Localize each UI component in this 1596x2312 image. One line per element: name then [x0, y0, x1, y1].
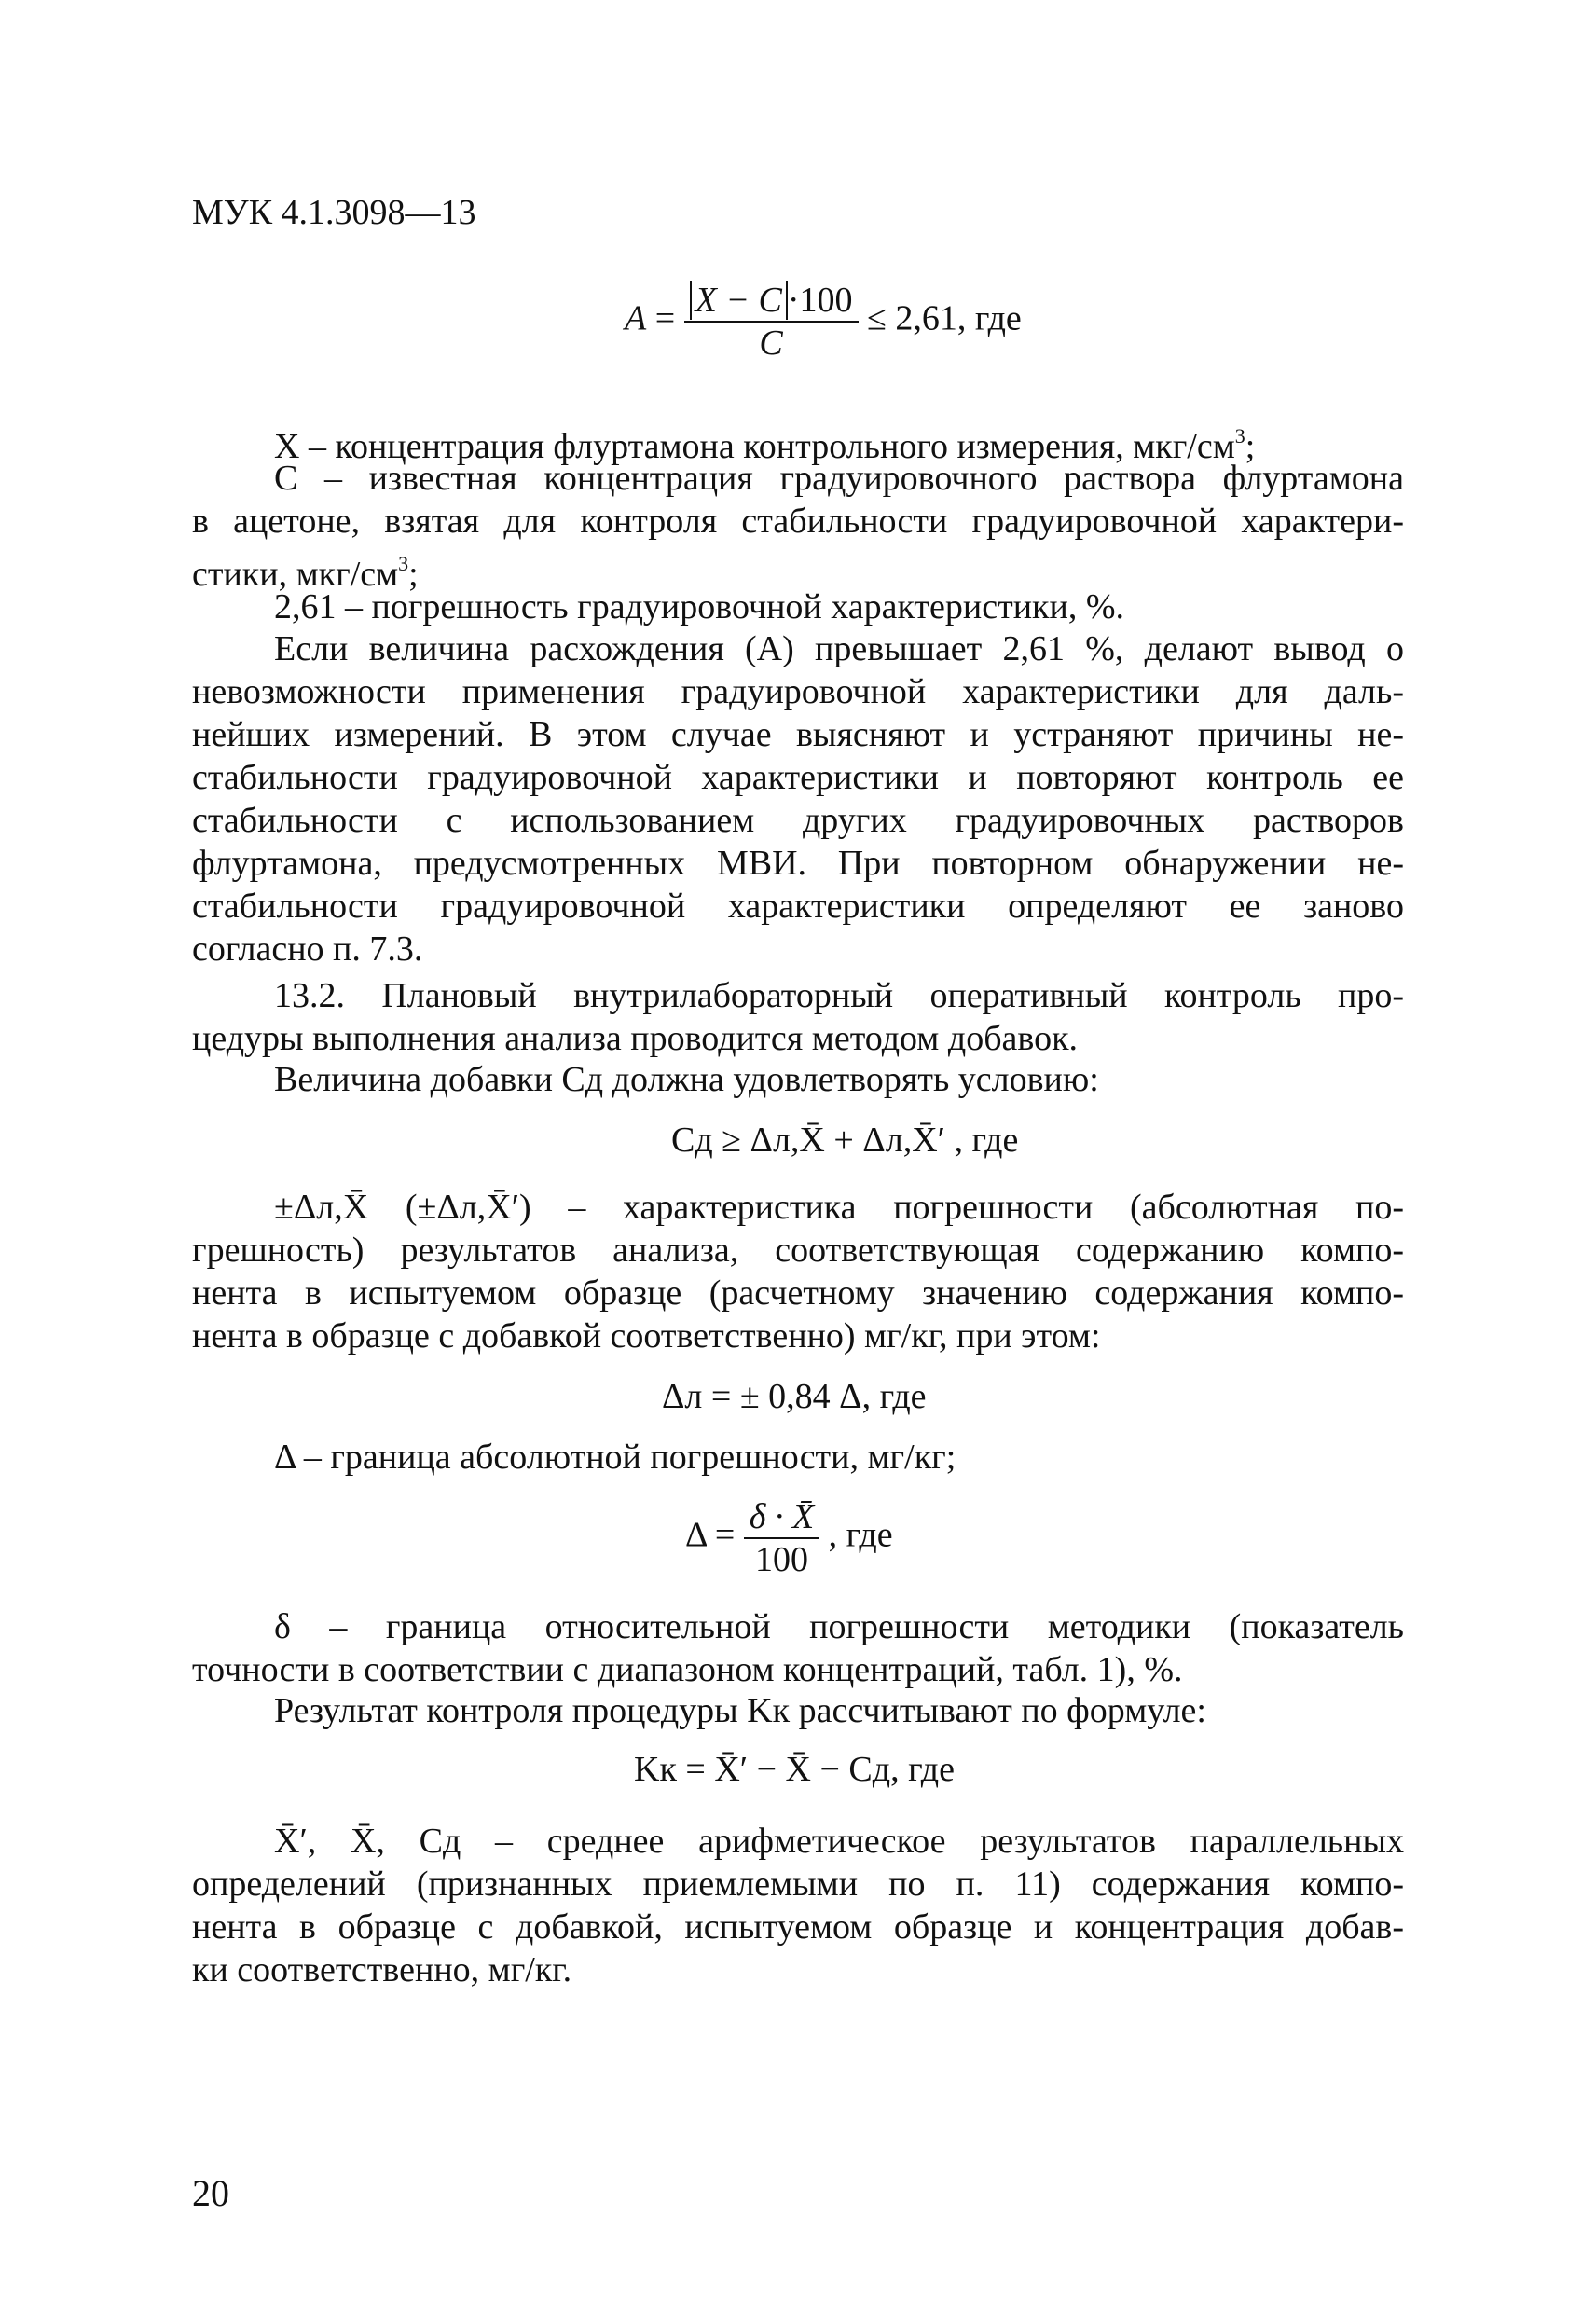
paragraph-final: X̄′, X̄, Cд – среднее арифметическое результатов параллельных определений (признанных приемлемыми по п. 11) содержания компо- нента в образце с добавкой, испытуемом образце и концентрация добав- ки соответственно, мг/кг.: [192, 1822, 1404, 1989]
definition-x: X – концентрация флуртамона контрольного измерения, мкг/$см^3$;: [274, 424, 1256, 466]
formula-k: Kк = X̄′ − X̄ − Cд, где: [634, 1750, 955, 1789]
definition-c: С – известная концентрация градуировочного раствора флуртамона в ацетоне, взятая для контроля стабильности градуировочной характери- стики, мкг/$см^3$;: [192, 459, 1404, 594]
definition-delta: Δ – граница абсолютной погрешности, мг/кг;: [274, 1438, 956, 1477]
paragraph-delta-l: ±Δл,X̄ (±Δл,X̄′) – характеристика погрешности (абсолютная по- грешность) результатов анализа, соответствующая содержанию компо- нента в испытуемом образце (расчетному значению содержания компо- нента в образце с добавкой соответственно) мг/кг, при этом:: [192, 1188, 1404, 1356]
paragraph-result: Результат контроля процедуры Kк рассчитывают по формуле:: [274, 1691, 1206, 1730]
paragraph-divergence: Если величина расхождения (A) превышает 2,61 %, делают вывод о невозможности применения градуировочной характеристики для даль- нейших измерений. В этом случае выясняют и устраняют причины не- стабильности градуировочной характеристики и повторяют контроль ее стабильности с использованием других градуировочных растворов флуртамона, предусмотренных МВИ. При повторном обнаружении не- стабильности градуировочной характеристики определяют ее заново согласно п. 7.3.: [192, 629, 1404, 969]
formula-delta: Δ = $\frac{\delta \cdot X̄}{100}$ , где: [685, 1497, 893, 1579]
formula-a: A = $\frac{X - C \cdot 100}{C}$ ≤ 2,61, где: [625, 281, 1022, 363]
paragraph-delta-relative: δ – граница относительной погрешности методики (показатель точности в соответствии с диапазоном концентраций, табл. 1), %.: [192, 1607, 1404, 1689]
formula-delta-l: Δл = ± 0,84 Δ, где: [662, 1377, 927, 1416]
paragraph-addition: Величина добавки Cд должна удовлетворять условию:: [274, 1060, 1099, 1099]
paragraph-13-2: 13.2. Плановый внутрилабораторный оперативный контроль про- цедуры выполнения анализа проводится методом добавок.: [192, 976, 1404, 1058]
formula-cd: Cд ≥ Δл,X̄ + Δл,X̄′ , где: [671, 1121, 1019, 1160]
formula-a-rhs: ≤ 2,61, где: [867, 298, 1022, 338]
document-header: МУК 4.1.3098—13: [192, 193, 476, 232]
definition-error: 2,61 – погрешность градуировочной характеристики, %.: [274, 587, 1124, 626]
formula-a-lhs: A: [625, 298, 647, 338]
formula-a-fraction: $\frac{X - C \cdot 100}{C}$: [684, 280, 859, 364]
page-number: 20: [192, 2172, 229, 2214]
